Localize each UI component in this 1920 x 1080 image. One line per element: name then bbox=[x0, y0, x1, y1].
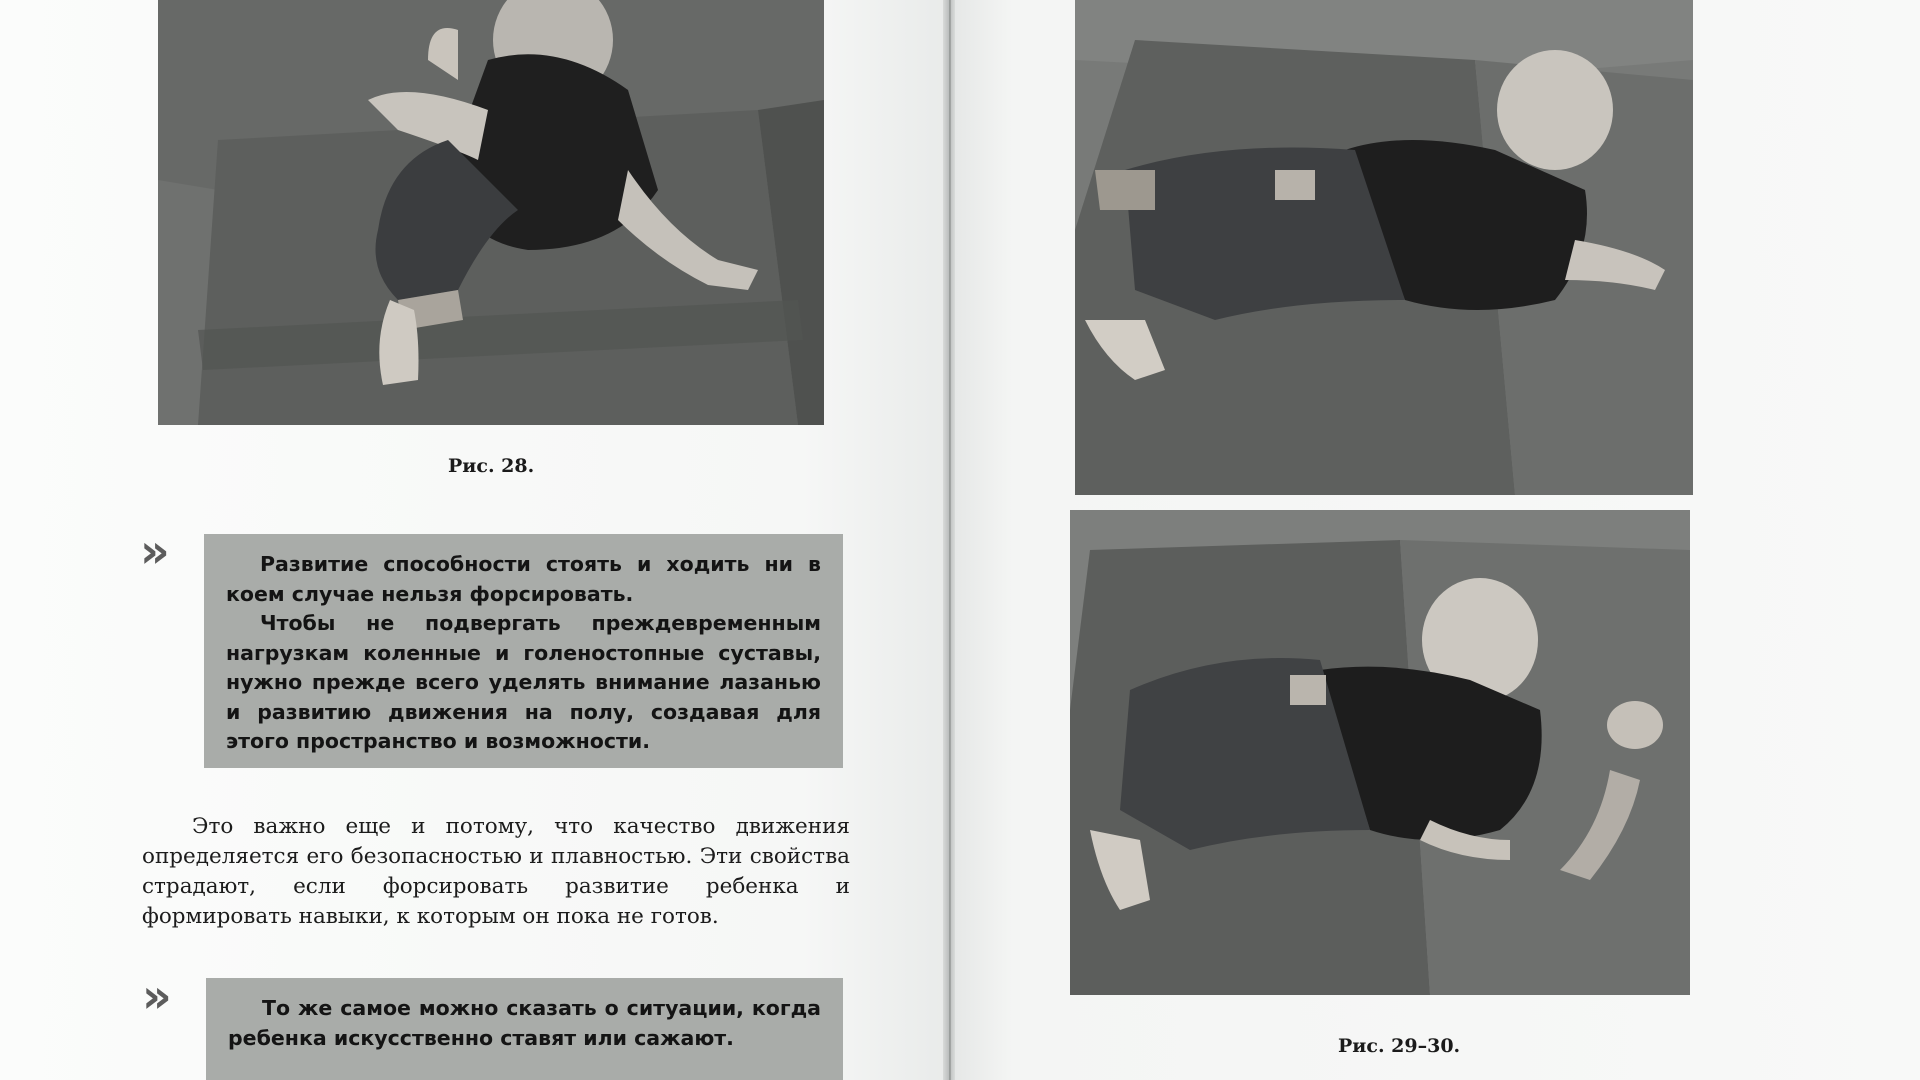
note-1-paragraph-1: Развитие способности стоять и ходить ни в коем случае нельзя форсировать. bbox=[226, 552, 821, 606]
figure-30-photo bbox=[1070, 510, 1690, 995]
left-page bbox=[0, 0, 945, 1080]
right-page bbox=[955, 0, 1920, 1080]
note-arrow-icon: » bbox=[142, 969, 166, 1023]
body-paragraph bbox=[142, 812, 850, 932]
highlight-note-1 bbox=[204, 534, 843, 768]
figure-29-30-caption: Рис. 29–30. bbox=[1338, 1035, 1461, 1057]
note-arrow-icon: » bbox=[140, 524, 164, 578]
figure-29-photo bbox=[1075, 0, 1693, 495]
figure-28-caption: Рис. 28. bbox=[448, 455, 535, 477]
note-2-text: То же самое можно сказать о ситуации, когда ребенка искусственно ставят или сажают. bbox=[228, 996, 821, 1050]
body-paragraph-text: Это важно еще и потому, что качество движения определяется его безопасностью и плавностью. Эти свойства страдают, если форсировать развитие ребенка и формировать навыки, к которым он пока не готов. bbox=[142, 814, 850, 929]
note-1-paragraph-2: Чтобы не подвергать преждевременным нагрузкам коленные и голеностопные суставы, нужно прежде всего уделять внимание лазанью и развитию движения на полу, создавая для этого пространство и возможности. bbox=[226, 611, 821, 753]
figure-28-photo bbox=[158, 0, 824, 425]
highlight-note-2 bbox=[206, 978, 843, 1080]
